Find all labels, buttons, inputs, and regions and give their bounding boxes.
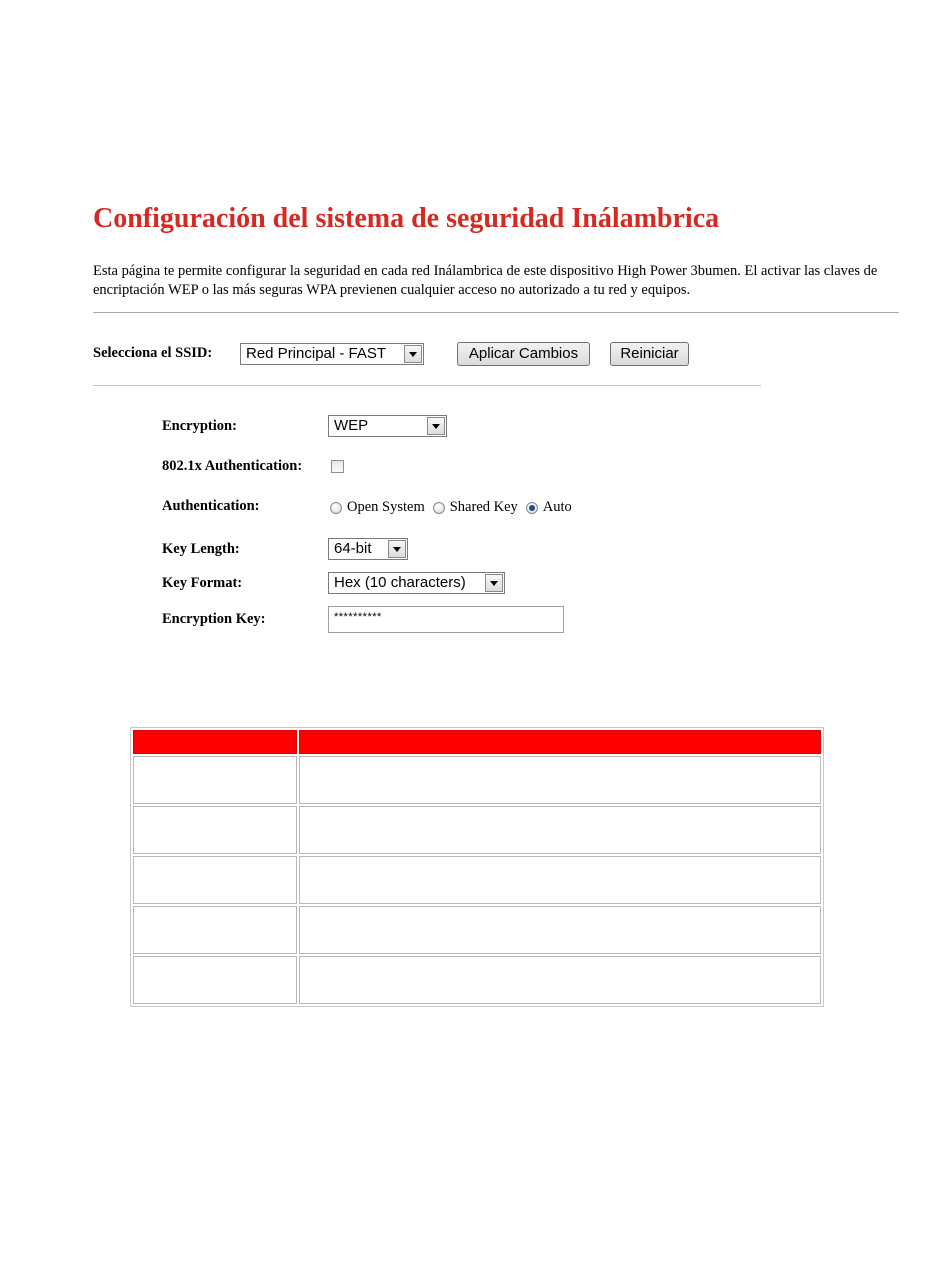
table-header-cell [299,730,821,754]
key-format-label: Key Format: [162,575,243,591]
ssid-select-value: Red Principal - FAST [246,345,387,362]
key-length-select-value: 64-bit [334,540,372,557]
encryption-label: Encryption: [162,418,237,434]
chevron-down-icon[interactable] [427,417,445,435]
auth-open-system-label[interactable]: Open System [347,499,425,515]
table-row [133,906,821,954]
table-row [133,956,821,1004]
auth-auto-label[interactable]: Auto [542,499,572,515]
page-description: Esta página te permite configurar la seguridad en cada red Inálambrica de este dispositivo High Power 3bumen. El activar las claves de encriptación WEP o las más seguras WPA previenen cualquier acceso no autorizado a tu red y equipos. [93,263,878,298]
table-cell [299,906,821,954]
chevron-down-icon[interactable] [404,345,422,363]
page-title: Configuración del sistema de seguridad Inálambrica [93,203,720,234]
table-cell [133,956,297,1004]
table-cell [133,806,297,854]
encryption-select-value: WEP [334,417,369,434]
table-cell [299,806,821,854]
divider [93,312,899,313]
apply-changes-button[interactable]: Aplicar Cambios [457,342,590,366]
table-header-cell [133,730,297,754]
encryption-key-input[interactable]: ********** [328,606,564,633]
auth-shared-key-radio[interactable] [433,502,445,514]
key-format-select-value: Hex (10 characters) [334,574,466,591]
reset-button[interactable]: Reiniciar [610,342,689,366]
table-row [133,756,821,804]
key-length-label: Key Length: [162,541,240,557]
table-row [133,806,821,854]
table-header-row [133,730,821,754]
auth-auto-radio[interactable] [526,502,538,514]
chevron-down-icon[interactable] [485,574,503,592]
key-format-select[interactable] [328,572,505,594]
ssid-label: Selecciona el SSID: [93,345,213,361]
table-row [133,856,821,904]
authentication-radio-group [330,499,580,516]
auth-8021x-label: 802.1x Authentication: [162,458,303,474]
ssid-select[interactable] [240,343,424,365]
table-cell [133,856,297,904]
encryption-key-label: Encryption Key: [162,611,266,627]
table-cell [299,756,821,804]
key-length-select[interactable] [328,538,408,560]
table-cell [133,756,297,804]
encryption-select[interactable] [328,415,447,437]
table-cell [133,906,297,954]
authentication-label: Authentication: [162,498,260,514]
chevron-down-icon[interactable] [388,540,406,558]
info-table [130,727,824,1007]
divider [93,385,761,386]
table-cell [299,856,821,904]
table-cell [299,956,821,1004]
auth-open-system-radio[interactable] [330,502,342,514]
auth-shared-key-label[interactable]: Shared Key [449,499,518,515]
auth-8021x-checkbox[interactable] [331,460,344,473]
